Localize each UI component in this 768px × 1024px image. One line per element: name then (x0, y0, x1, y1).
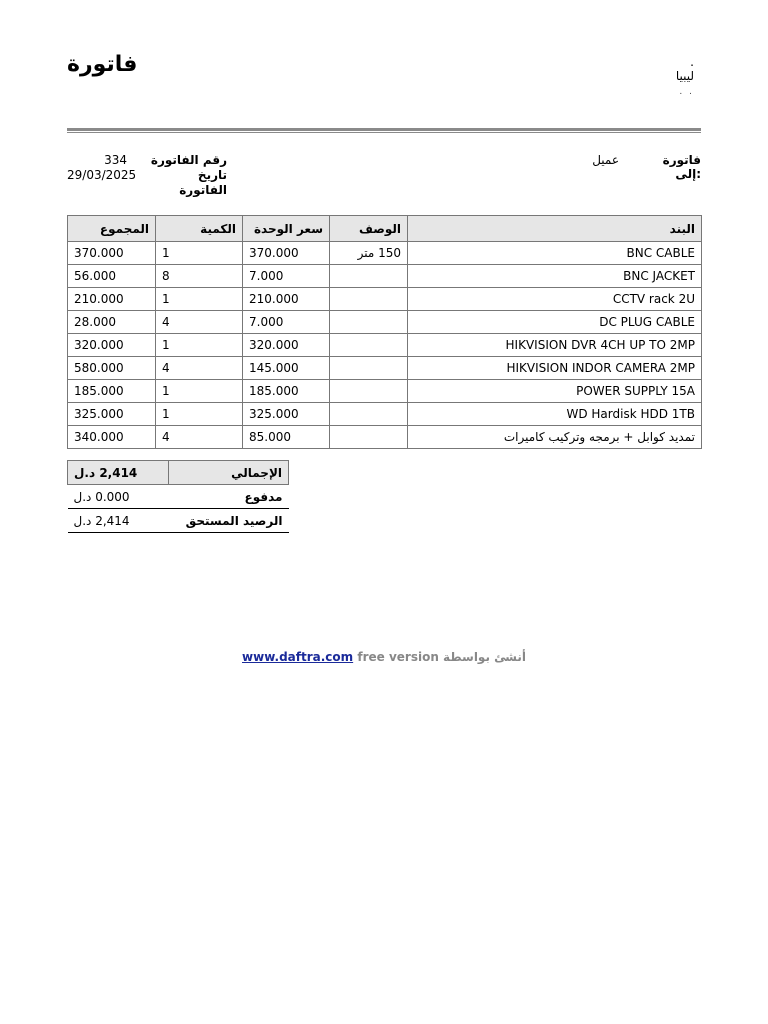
item-total: 340.000 (68, 426, 156, 449)
footer-credit (0, 650, 768, 664)
item-unit-price: 7.000 (243, 311, 330, 334)
header-divider-thin (67, 132, 701, 133)
item-name: تمديد كوابل + برمجه وتركيب كاميرات (408, 426, 702, 449)
items-table (67, 215, 702, 449)
item-name: WD Hardisk HDD 1TB (408, 403, 702, 426)
company-dot: . (690, 55, 694, 69)
table-row (68, 311, 702, 334)
item-unit-price: 7.000 (243, 265, 330, 288)
item-quantity: 4 (156, 357, 243, 380)
item-total: 370.000 (68, 242, 156, 265)
invoice-meta (67, 153, 227, 197)
item-description (330, 357, 408, 380)
bill-to-label: فاتورة إلى: (662, 153, 701, 181)
invoice-number-label: رقم الفاتورة (150, 153, 227, 167)
header-divider (67, 128, 701, 131)
item-quantity: 8 (156, 265, 243, 288)
header-description: الوصف (330, 216, 408, 242)
item-description (330, 334, 408, 357)
item-quantity: 1 (156, 380, 243, 403)
total-label: الإجمالي (169, 461, 289, 485)
header-total: المجموع (68, 216, 156, 242)
item-name: HIKVISION DVR 4CH UP TO 2MP (408, 334, 702, 357)
item-total: 210.000 (68, 288, 156, 311)
item-description (330, 403, 408, 426)
item-quantity: 1 (156, 334, 243, 357)
item-description (330, 380, 408, 403)
item-unit-price: 85.000 (243, 426, 330, 449)
item-name: DC PLUG CABLE (408, 311, 702, 334)
footer-version: free version (357, 650, 439, 664)
balance-due-label: الرصيد المستحق (169, 509, 289, 533)
item-name: CCTV rack 2U (408, 288, 702, 311)
company-name: ليبيا (675, 69, 694, 83)
item-unit-price: 320.000 (243, 334, 330, 357)
balance-due-row (68, 509, 289, 533)
invoice-number: 334 (104, 153, 127, 167)
table-row (68, 357, 702, 380)
table-row (68, 242, 702, 265)
item-unit-price: 145.000 (243, 357, 330, 380)
item-unit-price: 210.000 (243, 288, 330, 311)
item-name: BNC CABLE (408, 242, 702, 265)
invoice-date-label: تاريخ الفاتورة (179, 168, 227, 197)
invoice-date: 29/03/2025 (67, 168, 137, 182)
table-row (68, 265, 702, 288)
table-row (68, 426, 702, 449)
items-header-row (68, 216, 702, 242)
total-row (68, 461, 289, 485)
item-description (330, 265, 408, 288)
item-quantity: 4 (156, 426, 243, 449)
bill-to-value: عميل (592, 153, 619, 167)
table-row (68, 403, 702, 426)
item-description (330, 288, 408, 311)
invoice-title: فاتورة (67, 52, 138, 77)
item-unit-price: 370.000 (243, 242, 330, 265)
company-address: . . (679, 87, 694, 97)
paid-value: 0.000 د.ل (68, 485, 169, 509)
paid-label: مدفوع (169, 485, 289, 509)
daftra-link[interactable]: www.daftra.com (242, 650, 354, 664)
table-row (68, 288, 702, 311)
item-total: 580.000 (68, 357, 156, 380)
item-total: 320.000 (68, 334, 156, 357)
item-description (330, 426, 408, 449)
item-name: HIKVISION INDOR CAMERA 2MP (408, 357, 702, 380)
invoice-date-row (67, 168, 227, 197)
item-total: 56.000 (68, 265, 156, 288)
item-unit-price: 185.000 (243, 380, 330, 403)
paid-row (68, 485, 289, 509)
header-quantity: الكمية (156, 216, 243, 242)
balance-due-value: 2,414 د.ل (68, 509, 169, 533)
item-unit-price: 325.000 (243, 403, 330, 426)
table-row (68, 380, 702, 403)
footer-prefix: أنشئ بواسطة (443, 650, 526, 664)
header-item: البند (408, 216, 702, 242)
header-unit-price: سعر الوحدة (243, 216, 330, 242)
item-quantity: 1 (156, 288, 243, 311)
item-quantity: 1 (156, 403, 243, 426)
total-value: 2,414 د.ل (68, 461, 169, 485)
item-name: BNC JACKET (408, 265, 702, 288)
invoice-number-row (67, 153, 227, 168)
item-total: 325.000 (68, 403, 156, 426)
item-name: POWER SUPPLY 15A (408, 380, 702, 403)
table-row (68, 334, 702, 357)
bill-to (559, 153, 701, 181)
item-description: 150 متر (330, 242, 408, 265)
company-info (675, 55, 694, 98)
totals-table (67, 460, 289, 533)
item-total: 28.000 (68, 311, 156, 334)
item-total: 185.000 (68, 380, 156, 403)
item-quantity: 4 (156, 311, 243, 334)
item-quantity: 1 (156, 242, 243, 265)
item-description (330, 311, 408, 334)
